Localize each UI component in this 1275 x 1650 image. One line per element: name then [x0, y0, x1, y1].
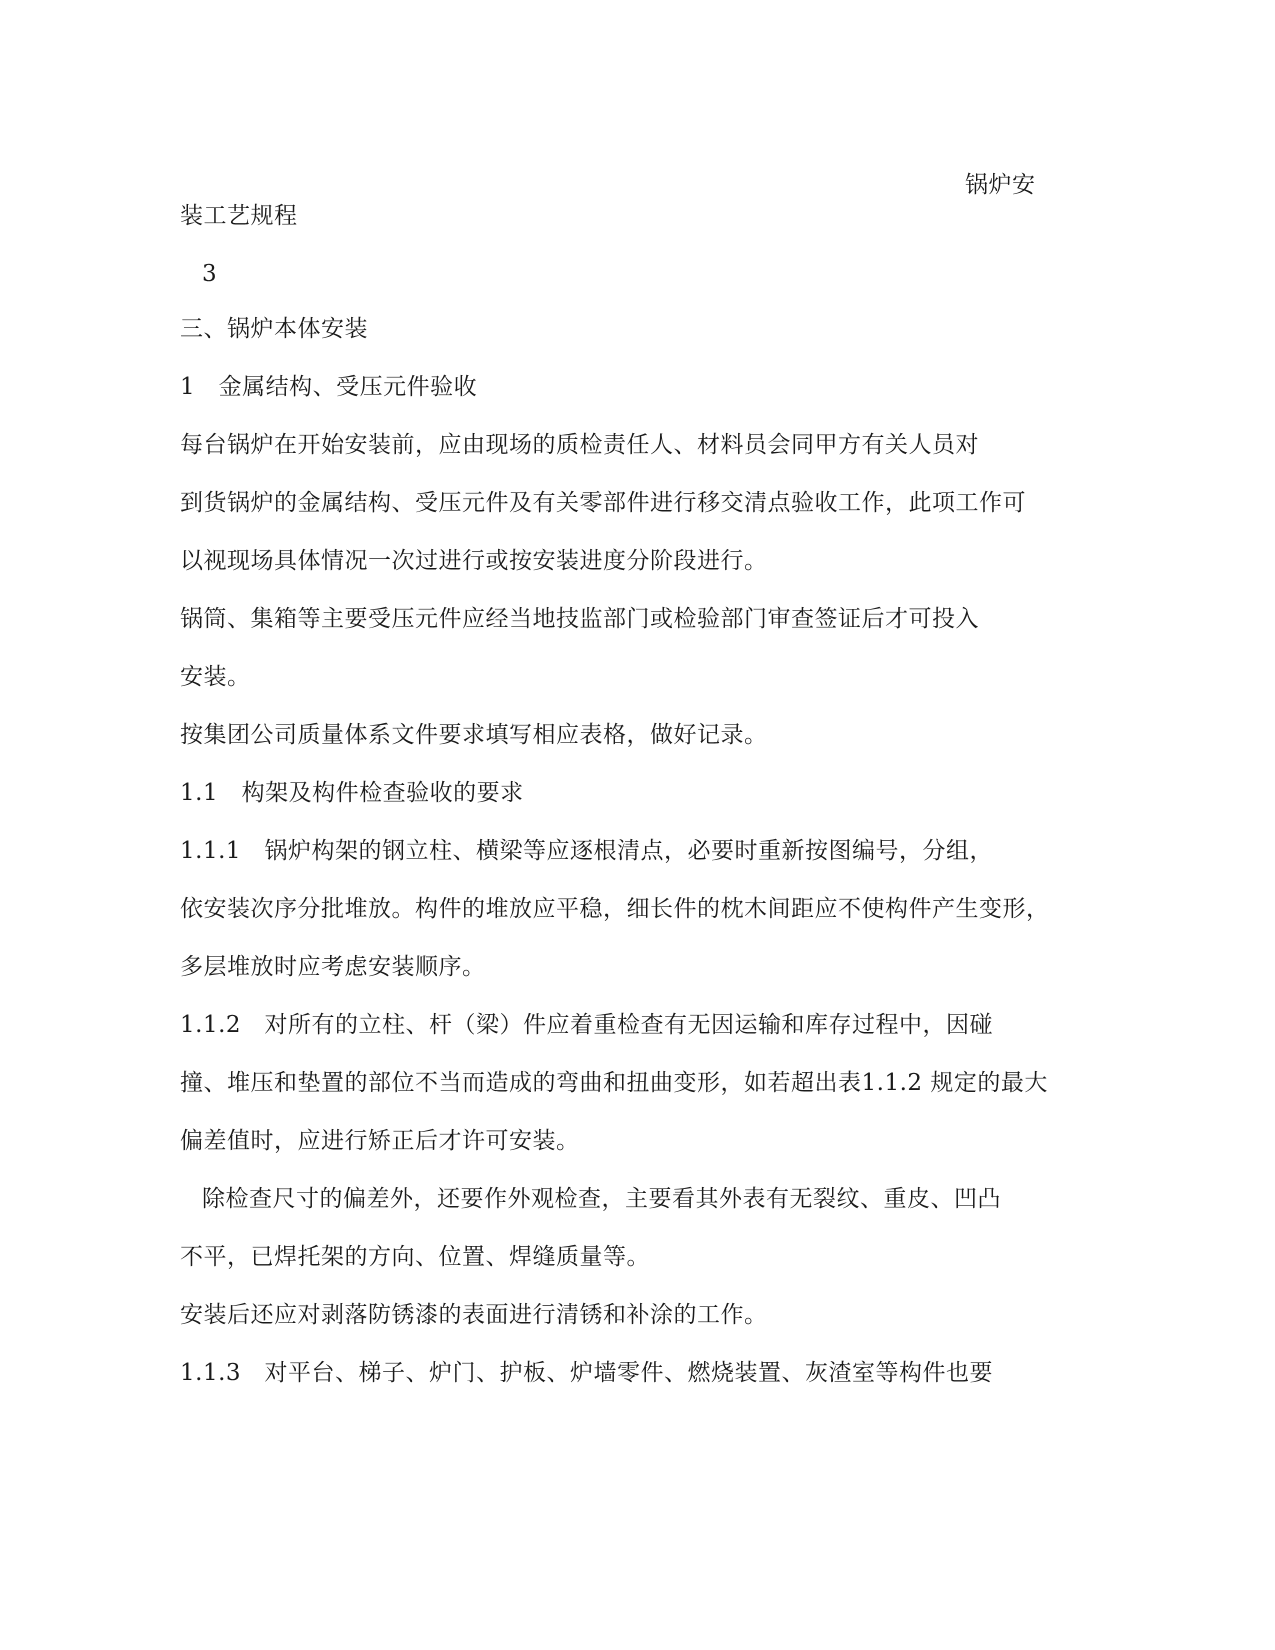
paragraph-line: 撞、堆压和垫置的部位不当而造成的弯曲和扭曲变形，如若超出表1.1.2 规定的最大 — [180, 1070, 1048, 1096]
subsection-heading: 1.1 构架及构件检查验收的要求 — [180, 780, 524, 806]
paragraph-line: 以视现场具体情况一次过进行或按安装进度分阶段进行。 — [180, 548, 768, 574]
paragraph-line: 1.1.2 对所有的立柱、杆（梁）件应着重检查有无因运输和库存过程中，因碰 — [180, 1012, 994, 1038]
paragraph-line: 偏差值时，应进行矫正后才许可安装。 — [180, 1128, 580, 1154]
paragraph-line: 安装。 — [180, 664, 251, 690]
paragraph-line: 锅筒、集箱等主要受压元件应经当地技监部门或检验部门审查签证后才可投入 — [180, 606, 979, 632]
page-number: 3 — [202, 261, 218, 287]
paragraph-line: 1.1.1 锅炉构架的钢立柱、横梁等应逐根清点，必要时重新按图编号，分组， — [180, 838, 994, 864]
paragraph-line: 到货锅炉的金属结构、受压元件及有关零部件进行移交清点验收工作，此项工作可 — [180, 490, 1026, 516]
section-heading: 三、锅炉本体安装 — [180, 316, 368, 342]
paragraph-line: 除检查尺寸的偏差外，还要作外观检查，主要看其外表有无裂纹、重皮、凹凸 — [202, 1186, 1001, 1212]
paragraph-line: 多层堆放时应考虑安装顺序。 — [180, 954, 486, 980]
document-title-part1: 锅炉安 — [965, 172, 1036, 198]
paragraph-line: 不平，已焊托架的方向、位置、焊缝质量等。 — [180, 1244, 650, 1270]
document-title-part2: 装工艺规程 — [180, 203, 298, 229]
paragraph-line: 依安装次序分批堆放。构件的堆放应平稳，细长件的枕木间距应不使构件产生变形， — [180, 896, 1050, 922]
paragraph-line: 每台锅炉在开始安装前，应由现场的质检责任人、材料员会同甲方有关人员对 — [180, 432, 979, 458]
subsection-heading: 1 金属结构、受压元件验收 — [180, 374, 478, 400]
paragraph-line: 安装后还应对剥落防锈漆的表面进行清锈和补涂的工作。 — [180, 1302, 768, 1328]
paragraph-line: 1.1.3 对平台、梯子、炉门、护板、炉墙零件、燃烧装置、灰渣室等构件也要 — [180, 1360, 994, 1386]
paragraph-line: 按集团公司质量体系文件要求填写相应表格，做好记录。 — [180, 722, 768, 748]
